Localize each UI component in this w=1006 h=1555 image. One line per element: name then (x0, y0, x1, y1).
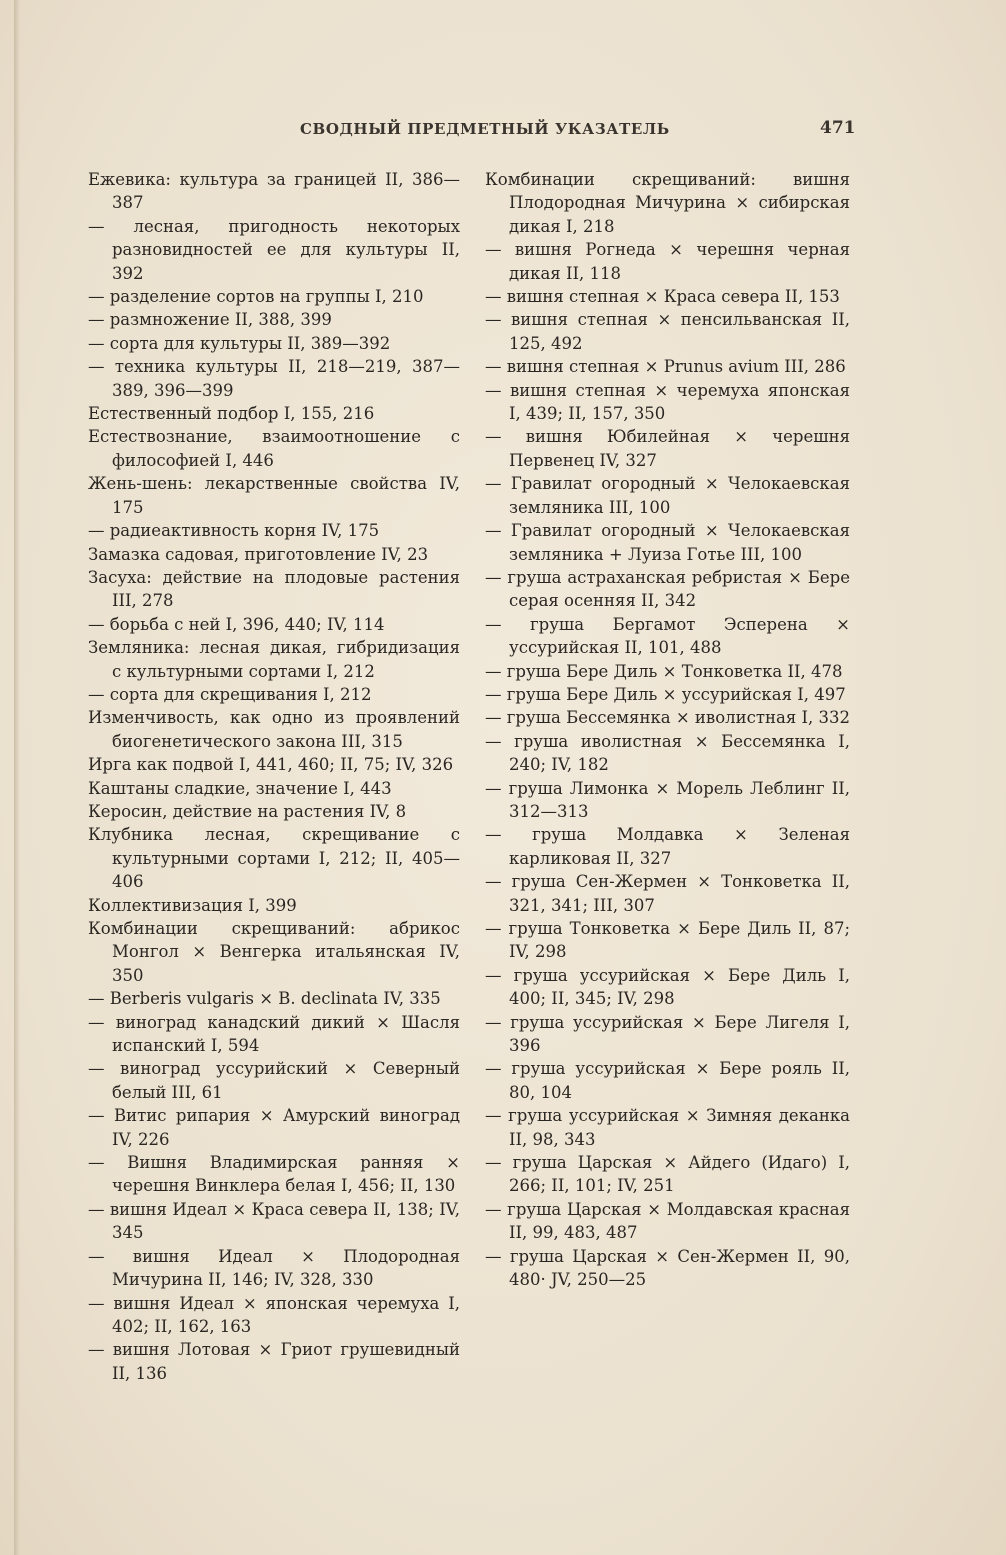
index-entry: — Гравилат огородный × Челокаевская земляника III, 100 (485, 474, 850, 517)
index-entry: — радиеактивность корня IV, 175 (88, 521, 380, 541)
index-entry: — вишня Идеал × Плодородная Мичурина II, 146; IV, 328, 330 (88, 1246, 460, 1290)
index-entry: — сорта для культуры II, 389—392 (88, 333, 391, 353)
index-entry: Естествознание, взаимоотношение с философией I, 446 (88, 427, 460, 470)
index-entry: Изменчивость, как одно из проявлений биогенетического закона III, 315 (88, 708, 460, 751)
index-entry: — груша уссурийская × Бере Диль I, 400; II, 345; IV, 298 (485, 965, 850, 1009)
index-entry: — вишня Рогнеда × черешня черная дикая II, 118 (485, 240, 850, 283)
index-entry: — виноград уссурийский × Северный белый III, 61 (88, 1059, 460, 1102)
index-entry: — груша Сен-Жермен × Тонковетка II, 321, 341; III, 307 (485, 872, 850, 915)
index-entry: — вишня степная × пенсильванская II, 125, 492 (485, 310, 850, 353)
index-entry: Земляника: лесная дикая, гибридизация с культурными сортами I, 212 (88, 638, 460, 681)
left-index-column (88, 168, 460, 1385)
index-entry: Жень-шень: лекарственные свойства IV, 175 (88, 474, 460, 517)
index-entry: — груша Молдавка × Зеленая карликовая II, 327 (485, 825, 850, 868)
index-entry: Комбинации скрещиваний: вишня Плодородная Мичурина × сибирская дикая I, 218 (485, 170, 850, 236)
index-entry: Каштаны сладкие, значение I, 443 (88, 778, 392, 798)
index-entry: — груша уссурийская × Зимняя деканка II, 98, 343 (485, 1106, 850, 1149)
index-entry: — Витис рипария × Амурский виноград IV, 226 (88, 1106, 460, 1149)
index-entry: — размножение II, 388, 399 (88, 310, 332, 330)
index-entry: — вишня Лотовая × Гриот грушевидный II, 136 (88, 1340, 460, 1383)
index-entry: Керосин, действие на растения IV, 8 (88, 801, 407, 821)
running-header-title: СВОДНЫЙ ПРЕДМЕТНЫЙ УКАЗАТЕЛЬ (300, 120, 670, 138)
index-entry: — разделение сортов на группы I, 210 (88, 287, 424, 307)
index-entry: Ирга как подвой I, 441, 460; II, 75; IV, 326 (88, 755, 454, 775)
right-index-column (485, 168, 850, 1292)
index-entry: — груша уссурийская × Бере рояль II, 80, 104 (485, 1059, 850, 1102)
index-entry: — вишня степная × Prunus avium III, 286 (485, 357, 846, 377)
index-entry: — техника культуры II, 218—219, 387—389, 396—399 (88, 357, 460, 400)
index-entry: — груша уссурийская × Бере Лигеля I, 396 (485, 1012, 850, 1056)
index-entry: — груша Тонковетка × Бере Диль II, 87; IV, 298 (485, 919, 850, 962)
index-entry: Замазка садовая, приготовление IV, 23 (88, 544, 429, 564)
index-entry: — груша Царская × Сен-Жермен II, 90, 480· ЈV, 250—25 (485, 1246, 850, 1290)
index-entry: Коллективизация I, 399 (88, 895, 297, 915)
index-entry: — Гравилат огородный × Челокаевская земляника + Луиза Готье III, 100 (485, 521, 850, 564)
index-entry: — груша Бере Диль × уссурийская I, 497 (485, 684, 846, 704)
index-entry: — Berberis vulgaris × B. declinata IV, 335 (88, 989, 441, 1009)
index-entry: — борьба с ней I, 396, 440; IV, 114 (88, 614, 385, 634)
index-entry: — вишня Идеал × японская черемуха I, 402; II, 162, 163 (88, 1293, 460, 1336)
index-entry: — груша Царская × Молдавская красная II, 99, 483, 487 (485, 1199, 850, 1243)
index-entry: — груша Бергамот Эсперена × уссурийская II, 101, 488 (485, 614, 850, 658)
index-entry: — груша Лимонка × Морель Леблинг II, 312—313 (485, 778, 850, 821)
index-entry: — сорта для скрещивания I, 212 (88, 684, 372, 704)
index-entry: — Вишня Владимирская ранняя × черешня Винклера белая I, 456; II, 130 (88, 1153, 460, 1196)
index-entry: — вишня степная × черемуха японская I, 439; II, 157, 350 (485, 380, 850, 424)
index-entry: — груша Бессемянка × иволистная I, 332 (485, 708, 850, 728)
index-entry: — виноград канадский дикий × Шасля испанский I, 594 (88, 1012, 460, 1056)
index-entry: Засуха: действие на плодовые растения III, 278 (88, 567, 460, 611)
page-spine-shadow (14, 0, 20, 1555)
index-entry: — вишня Идеал × Краса севера II, 138; IV, 345 (88, 1199, 460, 1243)
index-entry: — груша иволистная × Бессемянка I, 240; IV, 182 (485, 731, 850, 775)
index-entry: Комбинации скрещиваний: абрикос Монгол × Венгерка итальянская IV, 350 (88, 919, 460, 985)
index-entry: — груша Бере Диль × Тонковетка II, 478 (485, 661, 843, 681)
index-entry: — груша Царская × Айдего (Идаго) I, 266; II, 101; IV, 251 (485, 1153, 850, 1196)
index-entry: — вишня Юбилейная × черешня Первенец IV, 327 (485, 427, 850, 470)
index-entry: Естественный подбор I, 155, 216 (88, 404, 375, 424)
page-number: 471 (820, 118, 856, 138)
index-entry: Клубника лесная, скрещивание с культурными сортами I, 212; II, 405—406 (88, 825, 460, 892)
index-entry: — груша астраханская ребристая × Бере серая осенняя II, 342 (485, 567, 850, 611)
index-entry: — лесная, пригодность некоторых разновидностей ее для культуры II, 392 (88, 216, 460, 283)
index-entry: — вишня степная × Краса севера II, 153 (485, 287, 840, 307)
index-entry: Ежевика: культура за границей II, 386—387 (88, 170, 460, 213)
